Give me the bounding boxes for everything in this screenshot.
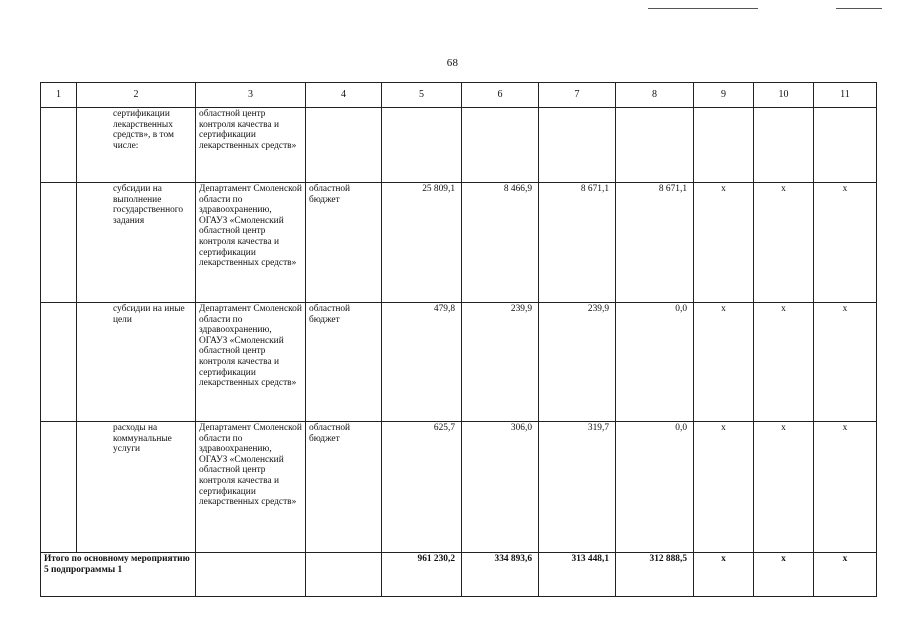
indicator-cell bbox=[754, 108, 814, 183]
scan-artifact-line bbox=[648, 8, 758, 9]
column-header: 4 bbox=[306, 83, 382, 108]
total-amount-cell: 961 230,2 bbox=[382, 553, 462, 597]
table-row bbox=[41, 422, 877, 553]
total-year1-cell: 334 893,6 bbox=[462, 553, 539, 597]
source-cell bbox=[306, 108, 382, 183]
indicator-cell: х bbox=[694, 183, 754, 303]
indicator-cell: х bbox=[694, 303, 754, 422]
measure-name-cell: сертификации лекарственных средств», в том числе: bbox=[77, 108, 196, 183]
indicator-cell: х bbox=[754, 183, 814, 303]
row-number-cell bbox=[41, 183, 77, 303]
measure-name-cell: расходы на коммунальные услуги bbox=[77, 422, 196, 553]
amount-year1-cell bbox=[462, 108, 539, 183]
table-row bbox=[41, 183, 877, 303]
indicator-cell: х bbox=[754, 422, 814, 553]
amount-year2-cell: 319,7 bbox=[539, 422, 616, 553]
amount-year1-cell: 239,9 bbox=[462, 303, 539, 422]
total-year2-cell: 313 448,1 bbox=[539, 553, 616, 597]
amount-total-cell bbox=[382, 108, 462, 183]
row-number-cell bbox=[41, 303, 77, 422]
table-total-row bbox=[41, 553, 877, 597]
indicator-cell: х bbox=[694, 422, 754, 553]
column-header: 2 bbox=[77, 83, 196, 108]
source-cell bbox=[306, 553, 382, 597]
total-label-cell: Итого по основному мероприятию 5 подпрограммы 1 bbox=[41, 553, 196, 597]
indicator-cell: х bbox=[754, 553, 814, 597]
indicator-cell: х bbox=[814, 553, 877, 597]
row-number-cell bbox=[41, 422, 77, 553]
indicator-cell bbox=[694, 108, 754, 183]
executor-cell bbox=[196, 553, 306, 597]
amount-year2-cell bbox=[539, 108, 616, 183]
amount-year2-cell: 8 671,1 bbox=[539, 183, 616, 303]
scan-artifact-line bbox=[836, 8, 882, 9]
table-header-row bbox=[41, 83, 877, 108]
column-header: 6 bbox=[462, 83, 539, 108]
executor-cell: Департамент Смоленской области по здравоохранению, ОГАУЗ «Смоленский областной центр контроля качества и сертификации лекарственных средств» bbox=[196, 303, 306, 422]
column-header: 9 bbox=[694, 83, 754, 108]
column-header: 5 bbox=[382, 83, 462, 108]
amount-year1-cell: 306,0 bbox=[462, 422, 539, 553]
column-header: 11 bbox=[814, 83, 877, 108]
amount-total-cell: 625,7 bbox=[382, 422, 462, 553]
measure-name-cell: субсидии на иные цели bbox=[77, 303, 196, 422]
table-row bbox=[41, 303, 877, 422]
source-cell: областной бюджет bbox=[306, 422, 382, 553]
indicator-cell: х bbox=[814, 183, 877, 303]
indicator-cell: х bbox=[814, 422, 877, 553]
column-header: 7 bbox=[539, 83, 616, 108]
executor-cell: Департамент Смоленской области по здравоохранению, ОГАУЗ «Смоленский областной центр контроля качества и сертификации лекарственных средств» bbox=[196, 422, 306, 553]
total-year3-cell: 312 888,5 bbox=[616, 553, 694, 597]
column-header: 1 bbox=[41, 83, 77, 108]
amount-year3-cell bbox=[616, 108, 694, 183]
executor-cell: областной центр контроля качества и сертификации лекарственных средств» bbox=[196, 108, 306, 183]
source-cell: областной бюджет bbox=[306, 303, 382, 422]
executor-cell: Департамент Смоленской области по здравоохранению, ОГАУЗ «Смоленский областной центр контроля качества и сертификации лекарственных средств» bbox=[196, 183, 306, 303]
budget-table bbox=[40, 82, 877, 597]
column-header: 10 bbox=[754, 83, 814, 108]
column-header: 8 bbox=[616, 83, 694, 108]
indicator-cell: х bbox=[814, 303, 877, 422]
indicator-cell: х bbox=[694, 553, 754, 597]
page-number: 68 bbox=[446, 57, 459, 69]
amount-year3-cell: 0,0 bbox=[616, 422, 694, 553]
amount-year3-cell: 8 671,1 bbox=[616, 183, 694, 303]
indicator-cell bbox=[814, 108, 877, 183]
column-header: 3 bbox=[196, 83, 306, 108]
row-number-cell bbox=[41, 108, 77, 183]
measure-name-cell: субсидии на выполнение государственного задания bbox=[77, 183, 196, 303]
amount-year1-cell: 8 466,9 bbox=[462, 183, 539, 303]
amount-total-cell: 479,8 bbox=[382, 303, 462, 422]
amount-year2-cell: 239,9 bbox=[539, 303, 616, 422]
source-cell: областной бюджет bbox=[306, 183, 382, 303]
amount-total-cell: 25 809,1 bbox=[382, 183, 462, 303]
amount-year3-cell: 0,0 bbox=[616, 303, 694, 422]
indicator-cell: х bbox=[754, 303, 814, 422]
table-row bbox=[41, 108, 877, 183]
